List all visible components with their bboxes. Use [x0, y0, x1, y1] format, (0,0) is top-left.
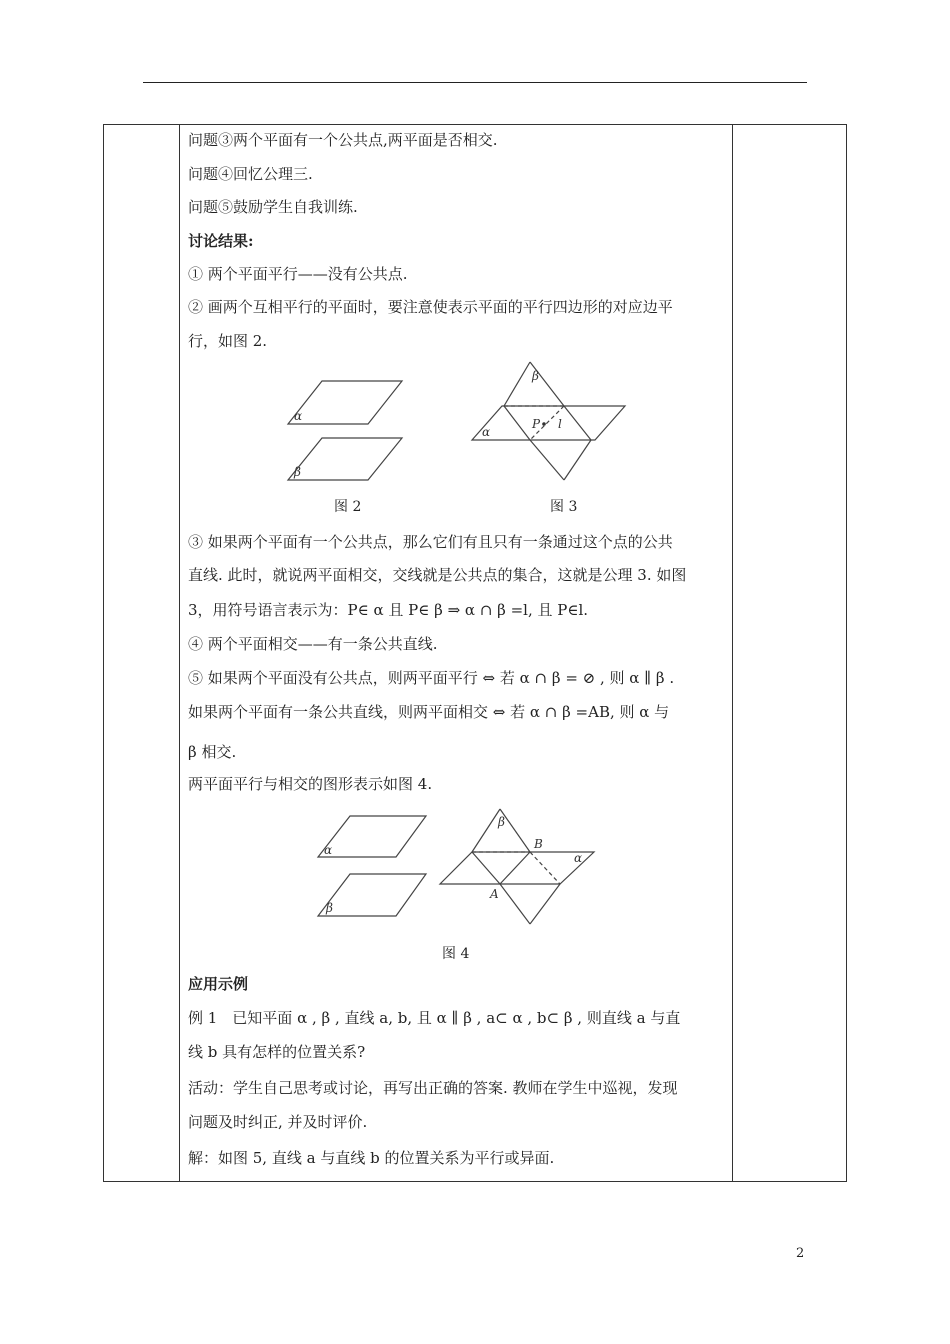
example-1-line-2: 线 b 具有怎样的位置关系? — [188, 1043, 366, 1061]
result-3-line-1: ③ 如果两个平面有一个公共点，那么它们有且只有一条通过这个点的公共 — [188, 533, 673, 551]
question-3: 问题③两个平面有一个公共点,两平面是否相交. — [188, 131, 498, 149]
result-1: ① 两个平面平行——没有公共点. — [188, 265, 408, 283]
figure-3-intersecting-planes — [466, 358, 631, 486]
result-5-line-1: ⑤ 如果两个平面没有公共点，则两平面平行 ⇔ 若 α ∩ β = ⊘ , 则 α ∥ β . — [188, 669, 675, 687]
discussion-heading: 讨论结果: — [188, 232, 254, 250]
result-5-line-3: β 相交. — [188, 743, 237, 761]
fig4-right-beta-label: β — [498, 815, 505, 829]
page-number: 2 — [796, 1246, 805, 1261]
fig3-alpha-label: α — [482, 425, 491, 439]
result-3-line-3: 3，用符号语言表示为：P∈ α 且 P∈ β ⇒ α ∩ β =l, 且 P∈l. — [188, 601, 589, 619]
fig2-alpha-label: α — [294, 409, 303, 423]
figure-3-caption: 图 3 — [550, 499, 578, 515]
fig3-l-label: l — [558, 417, 562, 431]
activity-line-2: 问题及时纠正, 并及时评价. — [188, 1113, 368, 1131]
result-3-line-2: 直线. 此时，就说两平面相交，交线就是公共点的集合，这就是公理 3. 如图 — [188, 566, 687, 584]
result-2-line-1: ② 画两个互相平行的平面时，要注意使表示平面的平行四边形的对应边平 — [188, 298, 673, 316]
result-5-line-2: 如果两个平面有一条公共直线，则两平面相交 ⇔ 若 α ∩ β =AB, 则 α 与 — [188, 703, 670, 721]
figure-2-caption: 图 2 — [334, 499, 362, 515]
solution: 解：如图 5, 直线 a 与直线 b 的位置关系为平行或异面. — [188, 1149, 555, 1167]
figure-2-parallel-planes — [280, 376, 410, 486]
fig4-left-beta-label: β — [326, 901, 333, 915]
question-4: 问题④回忆公理三. — [188, 165, 313, 183]
result-4: ④ 两个平面相交——有一条公共直线. — [188, 635, 438, 653]
header-rule — [143, 82, 807, 83]
figure-4-planes — [312, 806, 602, 926]
question-5: 问题⑤鼓励学生自我训练. — [188, 198, 358, 216]
fig3-p-label: P — [532, 417, 541, 431]
example-heading: 应用示例 — [188, 975, 249, 993]
column-divider-left — [179, 125, 180, 1181]
fig4-b-label: B — [534, 837, 543, 851]
fig3-beta-label: β — [532, 369, 539, 383]
example-1-line-1: 例 1 已知平面 α , β , 直线 a, b, 且 α ∥ β , a⊂ α , b⊂ β , 则直线 a 与直 — [188, 1009, 681, 1027]
fig2-beta-label: β — [294, 465, 301, 479]
column-divider-right — [732, 125, 733, 1181]
result-2-line-2: 行，如图 2. — [188, 332, 268, 350]
fig4-left-alpha-label: α — [324, 843, 333, 857]
fig4-right-alpha-label: α — [574, 851, 583, 865]
figure-4-caption: 图 4 — [442, 946, 470, 962]
activity-line-1: 活动：学生自己思考或讨论，再写出正确的答案. 教师在学生中巡视，发现 — [188, 1079, 678, 1097]
fig4-a-label: A — [490, 887, 499, 901]
figure-4-intro: 两平面平行与相交的图形表示如图 4. — [188, 775, 433, 793]
